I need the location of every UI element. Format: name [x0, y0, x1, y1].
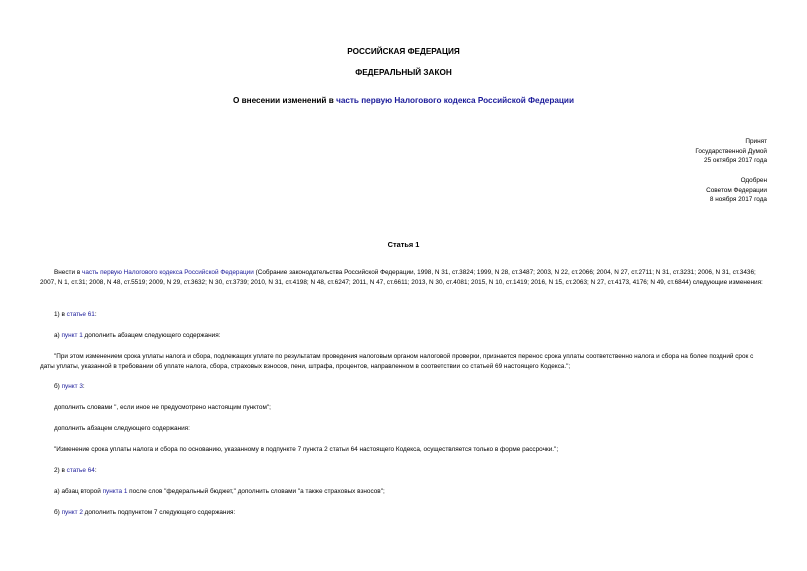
item-1a-suffix: дополнить абзацем следующего содержания: [82, 332, 221, 339]
intro-text: (Собрание законодательства Российской Федерации, 1998, N 31, ст.3824; 1999, N 28, ст.3487; 2003, N 22, ст.2066; 2004, N 27, ст.2711; N 31, ст.3231; 2006, N 31, ст.3436; 2007, N 1, ст.31; 2008, N 48, ст.5519; 2009, N 29, ст.3632; N 30, ст.3739; 2010, N 31, ст.4198; N 48, ст.6247; 2011, N 47, ст.6611; 2013, N 30, ст.4081; 2015, N 10, ст.1419; 2016, N 15, ст.2063; N 27, ст.4173, 4176; N 49, ст.6844) следующие изменения: [40, 269, 763, 287]
item-2 [54, 466, 768, 476]
item-2-link[interactable]: статье 64 [66, 467, 95, 474]
item-2-suffix: : [94, 467, 97, 474]
item-2b-prefix: б) [54, 509, 62, 516]
approved-label: Одобрен [740, 177, 767, 184]
item-2a-suffix: после слов "федеральный бюджет," дополнить словами "а также страховых взносов"; [127, 488, 385, 495]
intro-link[interactable]: часть первую Налогового кодекса Российской Федерации [81, 269, 254, 276]
item-1a [54, 331, 768, 341]
adopted-block [695, 137, 767, 166]
item-1a-link[interactable]: пункт 1 [61, 332, 83, 339]
item-2b-link[interactable]: пункт 2 [61, 509, 83, 516]
item-2a-link[interactable]: пункта 1 [102, 488, 128, 495]
adopted-label: Принят [745, 138, 767, 145]
law-title-prefix: О внесении изменений в [232, 96, 337, 105]
item-2b-suffix: дополнить подпунктом 7 следующего содержания: [82, 509, 236, 516]
item-1b [54, 382, 768, 392]
add-words-paragraph: дополнить словами ", если иное не предусмотрено настоящим пунктом"; [54, 404, 271, 411]
add-para-paragraph: дополнить абзацем следующего содержания: [54, 425, 190, 432]
law-type-heading: ФЕДЕРАЛЬНЫЙ ЗАКОН [355, 68, 452, 77]
quote-2: "Изменение срока уплаты налога и сбора по основанию, указанному в подпункте 7 пункта 2 статьи 64 настоящего Кодекса, осуществляется только в форме рассрочки."; [54, 446, 559, 453]
item-1a-prefix: а) [54, 332, 62, 339]
item-1b-prefix: б) [54, 383, 62, 390]
adopted-date: 25 октября 2017 года [704, 157, 767, 165]
law-title [0, 96, 807, 105]
item-1 [54, 310, 768, 320]
item-1b-suffix: : [82, 383, 85, 390]
item-1-suffix: : [94, 311, 97, 318]
item-1b-link[interactable]: пункт 3 [61, 383, 83, 390]
country-heading: РОССИЙСКАЯ ФЕДЕРАЦИЯ [347, 47, 460, 56]
law-title-link[interactable]: часть первую Налогового кодекса Российской Федерации [336, 96, 574, 105]
intro-prefix: Внести в [54, 269, 82, 276]
article-title: Статья 1 [387, 240, 420, 249]
item-2-prefix: 2) в [54, 467, 67, 474]
item-2b [54, 508, 768, 518]
approved-block [706, 176, 767, 205]
approved-body: Советом Федерации [706, 186, 767, 194]
item-1-prefix: 1) в [54, 311, 67, 318]
item-2a [54, 487, 768, 497]
intro-paragraph [40, 268, 768, 288]
approved-date: 8 ноября 2017 года [709, 196, 767, 204]
adopted-body: Государственной Думой [695, 147, 767, 155]
item-2a-prefix: а) абзац второй [54, 488, 103, 495]
quote-1: "При этом изменением срока уплаты налога и сбора, подлежащих уплате по результатам проведения налоговым органом налоговой проверки, признается перенос срока уплаты соответственно налога и сбора на более поздний срок с даты уплаты, указанной в требовании об уплате налога, сбора, страховых взносов, пени, штрафа, процентов, направленном в соответствии со статьей 69 настоящего Кодекса."; [40, 353, 754, 371]
item-1-link[interactable]: статье 61 [66, 311, 95, 318]
